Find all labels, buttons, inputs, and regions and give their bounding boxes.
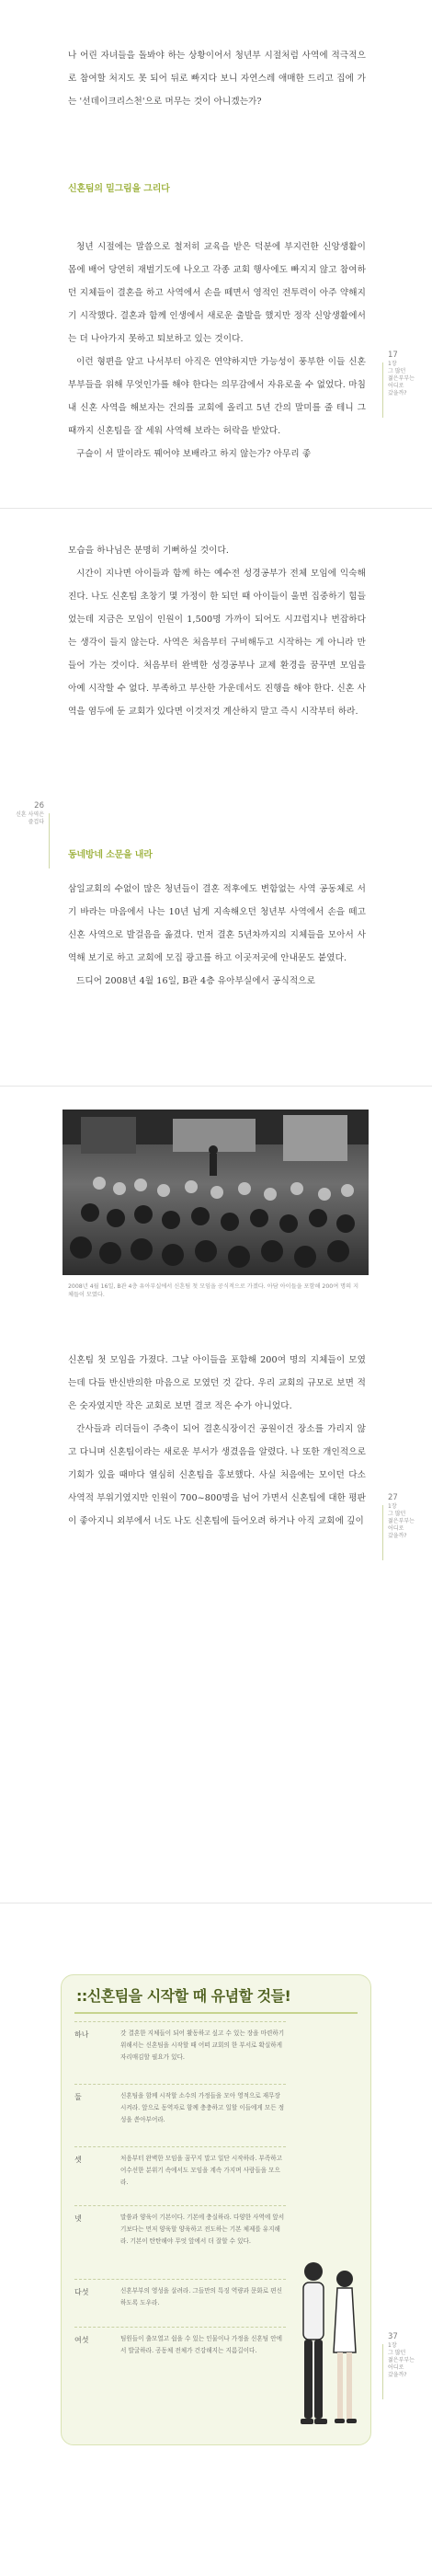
chapter-label: 그 많던 [388, 2350, 406, 2356]
page-folio [4, 802, 44, 826]
page-27-body [68, 1349, 366, 1533]
section-heading: 동네방네 소문을 내라 [68, 850, 153, 860]
paragraph: 구슬이 서 말이라도 꿰어야 보배라고 하지 않는가? 아무리 좋 [76, 449, 312, 459]
tip-label: 다섯 [74, 2288, 89, 2296]
page-17-intro [68, 44, 366, 113]
page-number: 37 [388, 2332, 398, 2341]
page-number: 26 [34, 801, 44, 811]
chapter-label: 1장 [388, 1503, 397, 1510]
chapter-label: 어디로 [388, 2364, 404, 2371]
paragraph: 시간이 지나면 아이들과 함께 하는 예수전 성경공부가 전체 모임에 익숙해진다. 나도 신혼팀 초창기 몇 가정이 한 되던 때 아이들이 울면 집중하기 힘들었는데 지금은 모임이 인원이 1,500명 가까이 되어도 시끄럽지나 번잡하다는 생각이 들지 않는다. 사역은 처음부터 구비해두고 시작하는 게 아니라 만들어 가는 것이다. 처음부터 완벽한 성경공부나 교제 환경을 꿈꾸면 모임을 아예 시작할 수 없다. 부족하고 부산한 가운데서도 진행을 해야 한다. 신혼 사역을 염두에 둔 교회가 있다면 이것저것 계산하지 말고 즉시 시작부터 하라. [68, 569, 366, 717]
page-folio [388, 351, 428, 397]
tip-label: 하나 [74, 2030, 89, 2039]
book-page-37 [0, 1943, 432, 2576]
chapter-label: 갔을까? [388, 2372, 407, 2378]
paragraph: 간사들과 리더들이 주축이 되어 결혼식장이건 공원이건 장소를 가리지 않고 다니며 신혼팀이라는 새로운 부서가 생겼음을 알렸다. 나 또한 개인적으로 기회가 있을 때마다 열심히 신혼팀을 홍보했다. 사실 처음에는 모이던 다소 사역적 부위기였지만 인원이 700~800명을 넘어 가면서 신혼팀에 대한 평판이 좋아지니 외부에서 너도 나도 신혼팀에 들어오려 하거나 아직 교회에 깊이 [68, 1424, 366, 1526]
chapter-label: 신혼 사역은 [16, 811, 44, 818]
chapter-label: 갔을까? [388, 1533, 407, 1539]
tips-box [61, 1974, 371, 2445]
tip-text: 말씀과 양육이 기본이다. 기본에 충실하라. 다양한 사역에 앞서기보다는 먼저 양육할 양육하고 전도하는 기본 체제를 유지해라. 기본이 탄탄해야 무엇 앞에서 더 잘할 수 있다. [120, 2214, 285, 2245]
tip-item [74, 2146, 286, 2202]
meeting-photo [63, 1110, 369, 1275]
book-page-27 [0, 1102, 432, 1866]
tips-box-rule [74, 2012, 358, 2014]
tip-label: 여섯 [74, 2336, 89, 2344]
paragraph: 청년 시절에는 말씀으로 철저히 교육을 받은 덕분에 부지런한 신앙생활이 몸에 배어 당연히 재벌기도에 나오고 각종 교회 행사에도 빠지지 않고 참여하던 지체들이 결혼을 하고 사역에서 손을 떼면서 영적인 전투력이 아주 약해지기 시작했다. 결혼과 함께 인생에서 새로운 출발을 했지만 정작 신앙생활에서는 더 나아가지 못하고 퇴보하고 있는 것이다. [68, 242, 366, 344]
tip-item [74, 2327, 286, 2394]
chapter-label: 1장 [388, 2342, 397, 2349]
paragraph: 신혼팀 첫 모임을 가졌다. 그날 아이들을 포함해 200여 명의 지체들이 모였는데 다들 반신반의한 마음으로 모였던 것 같다. 우리 교회의 규모로 보면 적은 숫자였지만 작은 교회로 보면 결코 적은 수가 아니었다. [68, 1355, 366, 1411]
tips-box-title: ::신혼팀을 시작할 때 유념할 것들! [76, 1987, 291, 2005]
tip-label: 셋 [74, 2156, 82, 2164]
book-page-26 [0, 535, 432, 1073]
woman-figure [334, 2271, 357, 2423]
page-folio [388, 1494, 428, 1540]
chapter-label: 어디로 [388, 383, 404, 389]
chapter-label: 젊은부부는 [388, 375, 415, 382]
paragraph: 이런 형편을 알고 나서부터 아직은 연약하지만 가능성이 풍부한 이들 신혼부부들을 위해 무엇인가를 해야 한다는 의무감에서 자유로울 수 없었다. 마침내 신혼 사역을 해보자는 건의를 교회에 올리고 5년 간의 말미를 줄 테니 그때까지 신혼팀을 잘 세워 사역해 보라는 허락을 받았다. [68, 357, 366, 436]
tip-item [74, 2205, 286, 2276]
section-heading: 신혼팀의 밑그림을 그리다 [68, 184, 170, 194]
man-figure [301, 2262, 327, 2424]
chapter-label: 1장 [388, 361, 397, 367]
chapter-label: 어디로 [388, 1525, 404, 1532]
folio-bar [382, 1505, 383, 1560]
page-17-body [68, 236, 366, 466]
page-folio [388, 2333, 428, 2379]
tip-text: 신혼팀을 함께 시작할 소수의 가정들을 모아 영적으로 재무장시켜라. 앞으로 동역자로 함께 충충하고 일할 이들에게 모든 정성을 쏟아부어라. [120, 2092, 285, 2123]
folio-bar [382, 2344, 383, 2399]
page-divider [0, 1086, 432, 1087]
folio-bar [382, 362, 383, 418]
paragraph: 드디어 2008년 4월 16일, B관 4층 유아부실에서 공식적으로 [76, 976, 315, 986]
chapter-label: 그 많던 [388, 1511, 406, 1517]
couple-illustration [291, 2251, 367, 2435]
tip-label: 둘 [74, 2093, 82, 2101]
book-page-17 [0, 0, 432, 478]
chapter-label: 갔을까? [388, 390, 407, 397]
chapter-label: 젊은부부는 [388, 2357, 415, 2363]
page-number: 27 [388, 1493, 398, 1502]
tip-item [74, 2279, 286, 2324]
page-26-body [68, 539, 366, 723]
crowd-photo-illustration [63, 1110, 369, 1275]
tip-text: 신혼부부의 영성을 살려라. 그들만의 특징 역량과 문화로 편신하도록 도우라. [120, 2287, 283, 2306]
tip-text: 처음부터 완벽한 모임을 꿈꾸지 말고 일단 시작하라. 부족하고 어수선한 분위기 속에서도 모임을 계속 가지며 사람들을 모으라. [120, 2155, 283, 2186]
paragraph: 모습을 하나님은 분명히 기뻐하실 것이다. [68, 546, 229, 556]
tip-item [74, 2021, 286, 2081]
photo-caption: 2008년 4월 16일, B관 4층 유아부실에서 신혼팀 첫 모임을 공식적으로 가졌다. 아담 아이들을 포함해 200여 명의 지체들이 모였다. [68, 1283, 359, 1298]
folio-bar [49, 813, 50, 868]
chapter-label: 즐겁다 [28, 819, 44, 825]
chapter-label: 그 많던 [388, 368, 406, 374]
tip-item [74, 2084, 286, 2144]
paragraph: 삼일교회의 수없이 많은 청년들이 결혼 적후에도 변함없는 사역 공동체로 서기 바라는 마음에서 나는 10년 넘게 지속해오던 청년부 사역에서 손을 떼고 신혼 사역으로 발걸음을 옮겼다. 먼저 결혼 5년차까지의 지체들을 모아서 사역해 보기로 하고 교회에 모집 광고를 하고 이곳저곳에 안내문도 붙였다. [68, 884, 366, 963]
page-26-body-2 [68, 878, 366, 993]
tip-text: 팀원들이 출모열고 쉽을 수 있는 인물이나 가정을 신혼팀 안에서 발굴하라. 공동체 전체가 건강해지는 지름길이다. [120, 2335, 283, 2354]
tip-label: 넷 [74, 2214, 82, 2223]
page-divider [0, 508, 432, 509]
tip-text: 갓 결혼한 지체들이 되어 활동하고 싶고 수 있는 장을 마련하기 위해서는 신혼팀을 시작할 때 어떠 교회의 한 부서로 확실하게 자리매김할 필요가 있다. [120, 2030, 285, 2061]
chapter-label: 젊은부부는 [388, 1518, 415, 1524]
page-number: 17 [388, 351, 398, 360]
paragraph: 나 어린 자녀들을 돌봐야 하는 상황이어서 청년부 시절처럼 사역에 적극적으로 참여할 처지도 못 되어 뒤로 빠지다 보니 자연스레 애매한 드리고 집에 가는 '선데이크리스천'으로 머무는 것이 아니겠는가? [68, 51, 366, 107]
